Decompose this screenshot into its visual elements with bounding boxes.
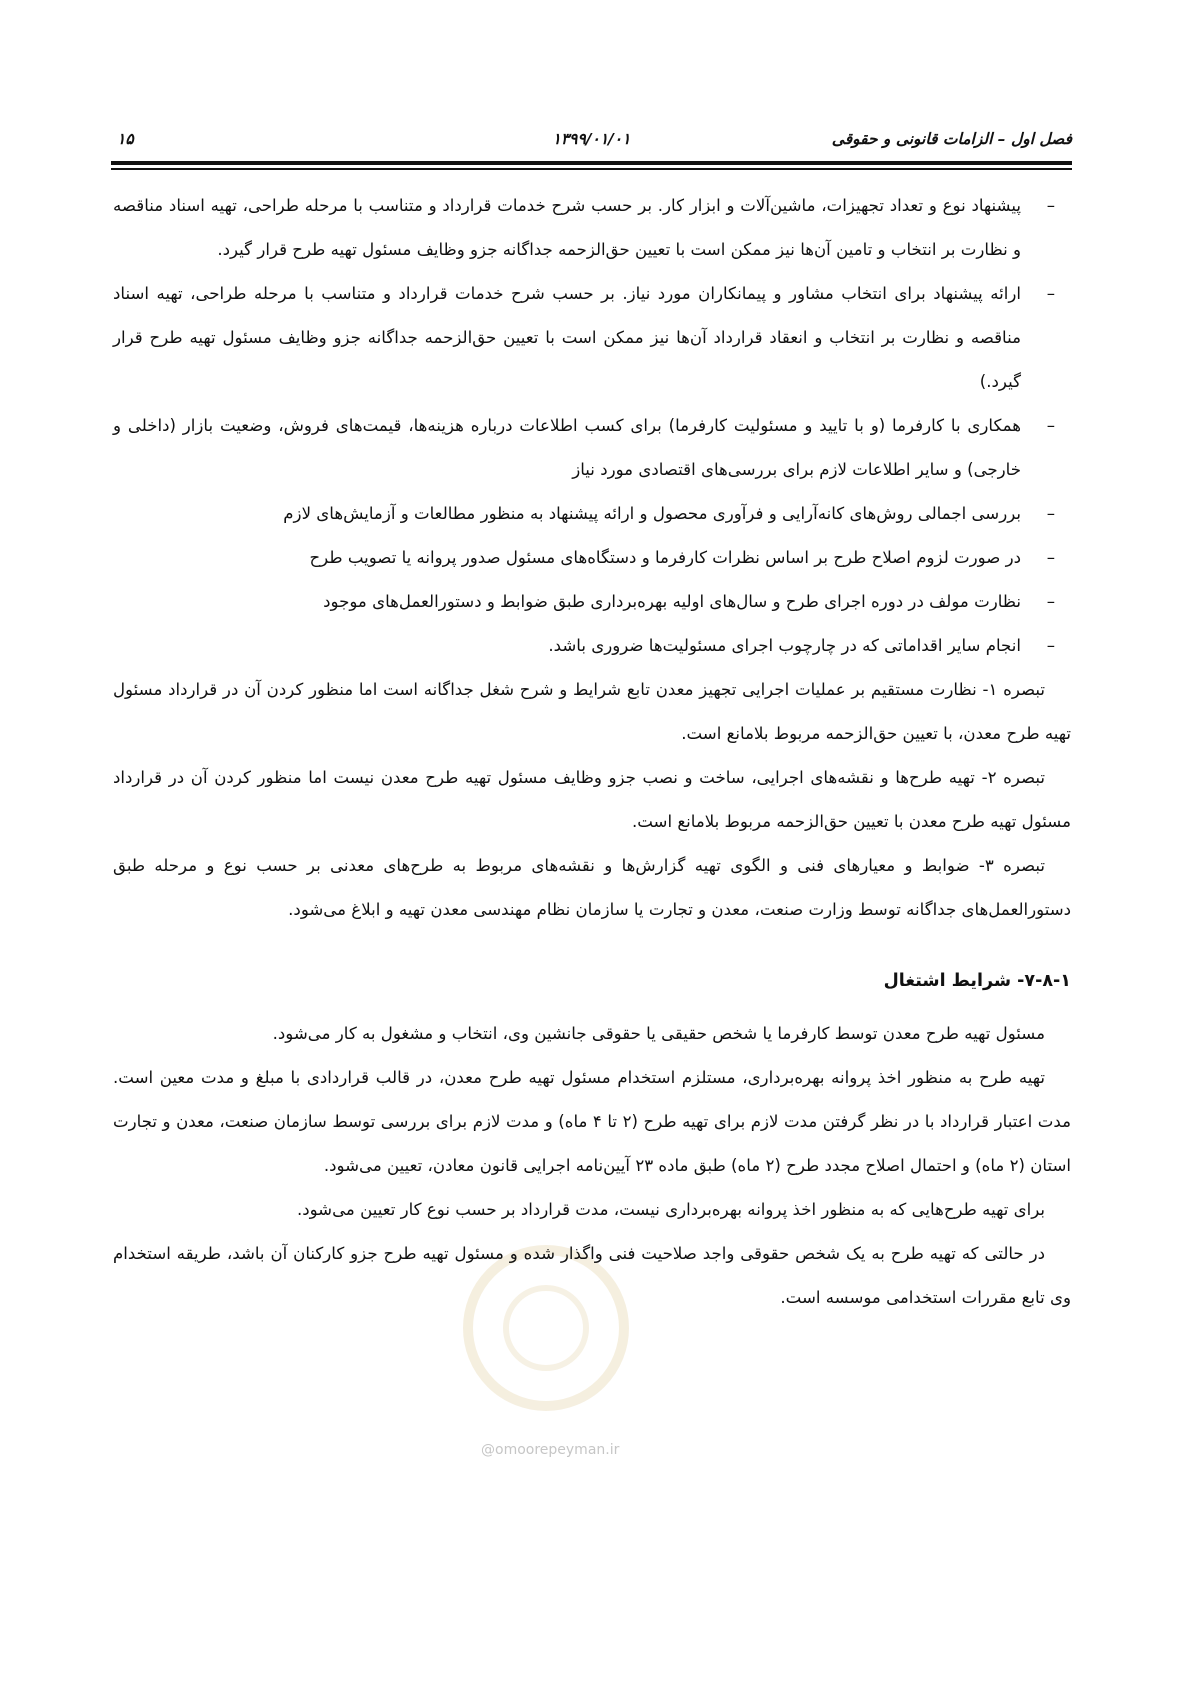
page-content (113, 184, 1071, 1320)
bullet-marker: – (1046, 504, 1055, 523)
bullet-marker: – (1046, 416, 1055, 435)
bullet-marker: – (1046, 636, 1055, 655)
list-item-text: بررسی اجمالی روش‌های کانه‌آرایی و فرآوری محصول و ارائه پیشنهاد به منظور مطالعات و آزمایش‌های لازم (283, 504, 1021, 523)
list-item (113, 184, 1071, 272)
list-item-text: نظارت مولف در دوره اجرای طرح و سال‌های اولیه بهره‌برداری طبق ضوابط و دستورالعمل‌های موجود (323, 592, 1021, 611)
list-item-text: همکاری با کارفرما (و با تایید و مسئولیت کارفرما) برای کسب اطلاعات درباره هزینه‌ها، قیمت‌های فروش، وضعیت بازار (داخلی و خارجی) و سایر اطلاعات لازم برای بررسی‌های اقتصادی مورد نیاز (113, 416, 1021, 479)
note-3: تبصره ۳- ضوابط و معیارهای فنی و الگوی تهیه گزارش‌ها و نقشه‌های مربوط به طرح‌های معدنی بر حسب نوع و مرحله طبق دستورالعمل‌های جداگانه توسط وزارت صنعت، معدن و تجارت یا سازمان نظام مهندسی معدن تهیه و ابلاغ می‌شود. (113, 856, 1071, 919)
page-header (111, 122, 1072, 156)
section-heading: ۷-۸-۱- شرایط اشتغال (883, 971, 1071, 991)
bullet-marker: – (1046, 592, 1055, 611)
list-item-text: در صورت لزوم اصلاح طرح بر اساس نظرات کارفرما و دستگاه‌های مسئول صدور پروانه یا تصویب طرح (309, 548, 1021, 567)
header-rule-thin (111, 168, 1072, 170)
header-date: ۱۳۹۹/۰۱/۰۱ (552, 130, 631, 148)
list-item-text: پیشنهاد نوع و تعداد تجهیزات، ماشین‌آلات و ابزار کار. بر حسب شرح خدمات قرارداد و متناسب با مرحله طراحی، تهیه اسناد مناقصه و نظارت بر انتخاب و تامین آن‌ها نیز ممکن است با تعیین حق‌الزحمه جداگانه جزو وظایف مسئول تهیه طرح قرار گیرد. (113, 196, 1021, 259)
list-item (113, 272, 1071, 404)
list-item-text: ارائه پیشنهاد برای انتخاب مشاور و پیمانکاران مورد نیاز. بر حسب شرح خدمات قرارداد و متناسب با مرحله طراحی، تهیه اسناد مناقصه و نظارت بر انتخاب و انعقاد قرارداد آن‌ها نیز ممکن است با تعیین حق‌الزحمه جداگانه جزو وظایف مسئول تهیه طرح قرار گیرد.) (113, 284, 1021, 391)
body-paragraph: مسئول تهیه طرح معدن توسط کارفرما یا شخص حقیقی یا حقوقی جانشین وی، انتخاب و مشغول به کار می‌شود. (272, 1024, 1045, 1043)
list-item-text: انجام سایر اقداماتی که در چارچوب اجرای مسئولیت‌ها ضروری باشد. (548, 636, 1021, 655)
list-item (113, 492, 1071, 536)
watermark-site: @omoorepeyman.ir (481, 1442, 620, 1458)
body-paragraph: در حالتی که تهیه طرح به یک شخص حقوقی واجد صلاحیت فنی واگذار شده و مسئول تهیه طرح جزو کارکنان آن باشد، طریقه استخدام وی تابع مقررات استخدامی موسسه است. (113, 1244, 1071, 1307)
duties-list (113, 184, 1071, 668)
note-2: تبصره ۲- تهیه طرح‌ها و نقشه‌های اجرایی، ساخت و نصب جزو وظایف مسئول تهیه طرح معدن نیست اما منظور کردن آن در قرارداد مسئول تهیه طرح معدن با تعیین حق‌الزحمه مربوط بلامانع است. (113, 768, 1071, 831)
list-item (113, 624, 1071, 668)
page-number: ۱۵ (117, 130, 134, 148)
bullet-marker: – (1046, 284, 1055, 303)
header-rule-thick (111, 161, 1072, 165)
chapter-title: فصل اول – الزامات قانونی و حقوقی (831, 130, 1072, 148)
list-item (113, 536, 1071, 580)
list-item (113, 404, 1071, 492)
list-item (113, 580, 1071, 624)
body-paragraph: برای تهیه طرح‌هایی که به منظور اخذ پروانه بهره‌برداری نیست، مدت قرارداد بر حسب نوع کار تعیین می‌شود. (296, 1200, 1045, 1219)
note-1: تبصره ۱- نظارت مستقیم بر عملیات اجرایی تجهیز معدن تابع شرایط و شرح شغل جداگانه است اما منظور کردن آن در قرارداد مسئول تهیه طرح معدن، با تعیین حق‌الزحمه مربوط بلامانع است. (113, 680, 1071, 743)
body-paragraph: تهیه طرح به منظور اخذ پروانه بهره‌برداری، مستلزم استخدام مسئول تهیه طرح معدن، در قالب قراردادی با مبلغ و مدت معین است. مدت اعتبار قرارداد با در نظر گرفتن مدت لازم برای تهیه طرح (۲ تا ۴ ماه) و مدت لازم برای بررسی توسط سازمان صنعت، معدن و تجارت استان (۲ ماه) و احتمال اصلاح مجدد طرح (۲ ماه) طبق ماده ۲۳ آیین‌نامه اجرایی قانون معادن، تعیین می‌شود. (113, 1068, 1071, 1175)
bullet-marker: – (1046, 196, 1055, 215)
bullet-marker: – (1046, 548, 1055, 567)
